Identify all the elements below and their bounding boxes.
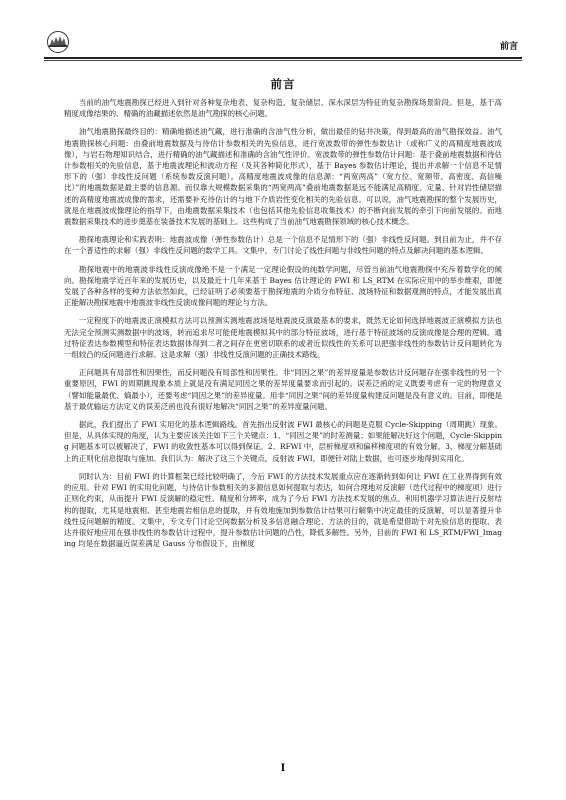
- header-rule: [44, 57, 522, 59]
- header-rule-thin: [44, 60, 522, 61]
- page-header: [44, 30, 522, 56]
- paragraph: 正问题具有局部性和因果性，而反问题没有局部性和因果性。非“同因之果”的差异度量是参数估计反问题存在强非线性的另一个重要原因，FWI 的周期跳现象本质上就是没有满足同因之果的差异度量要求而引起的。误差泛函的定义既要考虑有一定的物理意义（譬如能量最优、熵最小），还要考虑“同因之果”的差异度量。用非“同因之果”间的差异度量构建反问题是没有意义的。目前，即便是基于最优输运方法定义的误差泛函也没有很好地解决“同因之果”的差异度量问题。: [64, 368, 502, 411]
- main-text: [64, 97, 502, 556]
- running-header-title: 前言: [499, 42, 518, 52]
- page-title: 前言: [270, 77, 296, 91]
- paragraph: 据此，我们提出了 FWI 实用化的基本逻辑路线。首先指出反射波 FWI 最核心的问题是克服 Cycle-Skipping（周期跳）现象。但是，从具体实现的角度，认为主要应该关注如下三个关键点：1、“同因之果”的时差测量；如果能解决好这个问题，Cycle-Skipping 问题基本可以被解决了，FWI 的收敛性基本可以得到保证。2、RFWI 中，层析梯度项和偏移梯度项的有效分解。3、梯度分解基础上的正则化信息提取与施加。我们认为：解决了这三个关键点，反射波 FWI，即便针对陆上数据，也可逐步地得到实用化。: [64, 420, 502, 463]
- paragraph: 当前的油气地震勘探已经进入到针对各种复杂地表、复杂构造、复杂储层、深水深层为特征的复杂勘探场景阶段。但是，基于高精度成像结果的、精确的油藏描述依然是油气勘探的核心问题。: [64, 98, 502, 119]
- publisher-logo-icon: [44, 30, 72, 54]
- paragraph: 同时认为：目前 FWI 的计算框架已经比较明确了，今后 FWI 的方法技术发展重点应在逐渐转到如何让 FWI 在工业界得到有效的应用。针对 FWI 的实用化问题，与待估计参数相关的多源信息如何提取与表达，如何合理地对反演解（迭代过程中的梯度项）进行正则化约束，从而提升 FWI 反演解的稳定性、精度和分辨率，成为了今后 FWI 方法技术发展的焦点。利用机器学习算法进行反射结构的提取，尤其是地震相、甚至地震岩相信息的提取，并有效地施加到参数估计结果可行解集中决定最佳的反演解，可以显著提升非线性反问题解的精度。文集中，专文专门讨论空间数据分析及多信息融合理论、方法的目的，就是希望借助于对先验信息的提取、表达并很好地应用在强非线性的参数估计过程中，提升参数估计问题的凸性，降低多解性。另外，目前的 FWI 和 LS_RTM/FWI_Imaging 均是在数据逼近误差满足 Gauss 分布假设下，由梯度: [64, 471, 502, 549]
- paragraph: 勘探地震中的地震波非线性反演成像绝不是一个满足一定理论假设的纯数学问题，尽管当前油气地震勘探中充斥着数学化的倾向。勘探地震学近百年来的发展历史，以及最近十几年来基于 Bayes 估计理论的 FWI 和 LS_RTM 在实际应用中的举步维艰，即便发展了各种各样的变种方法依然如此，已经证明了必须要基于勘探地震的介质分布特征、波场特征和数据观测的特点，才能发展出真正能解决勘探地震中地震波非线性反演成像问题的理论与方法。: [64, 264, 502, 308]
- paragraph: 勘探地震理论和实践表明：地震波成像（弹性参数估计）总是一个信息不足情形下的（强）非线性反问题。到目前为止，并不存在一个普适性的求解（强）非线性反问题的数学工具。文集中，专门讨论了线性问题与非线性问题的特点及解决问题的基本逻辑。: [64, 235, 502, 256]
- paragraph: 一定程度下的地震波正演模拟方法可以预测实测地震波场是地震波反演最基本的要求，既然无论如何选择地震波正演模拟方法也无法完全预测实测数据中的波场，转而追求尽可能使地震模拟其中的部分特征波场，进行基于特征波场的反演成像是合理的逻辑。通过特征表达参数模型和特征表达数据体得到二者之间存在更密切联系的或者近似线性的关系可以把强非线性的参数估计反问题转化为一组较凸的反问题进行求解。这是求解（强）非线性反演问题的正确技术路线。: [64, 316, 502, 360]
- page-number: I: [280, 763, 286, 774]
- paragraph: 油气地震勘探最终目的：精确地描述油气藏，进行准确的含油气性分析，做出最佳的钻井决策，得到最高的油气勘探效益。油气地震勘探核心问题：由叠前地震数据及与待估计参数相关的先验信息，进行宽波数带的弹性参数估计（或称广义的高精度地震波成像），与岩石物理知识结合，进行精确的油气藏描述和准确的含油气性评价。宽波数带的弹性参数估计问题：基于叠前地震数据和待估计参数相关的先验信息，基于地震波理论和波动方程（及其各种简化形式），基于 Bayes 参数估计理论，提出并求解一个信息不足情形下的（强）非线性反问题（系统参数反演问题）。高精度地震波成像的信息源：“两宽两高”（宽方位、宽频带、高密度、高信噪比）”的地震数据是最主要的信息源。而仅靠大规模数据采集的“两宽两高”叠前地震数据是远不能满足高精度、定量、针对岩性储层描述的高精度地震波成像的需求，还需要补充待估计的与地下介质岩性变化相关的先验信息。可以说，油气地震勘探的整个发展历史，就是在地震波成像理论的指导下，由地震数据采集技术（也包括其他先验信息收集技术）的不断向前发展的牵引下向前发展的。而地震数据采集技术的进步奠基在装备技术发展的基础上。这些构成了当前油气地震勘探领域的核心技术概念。: [64, 127, 502, 227]
